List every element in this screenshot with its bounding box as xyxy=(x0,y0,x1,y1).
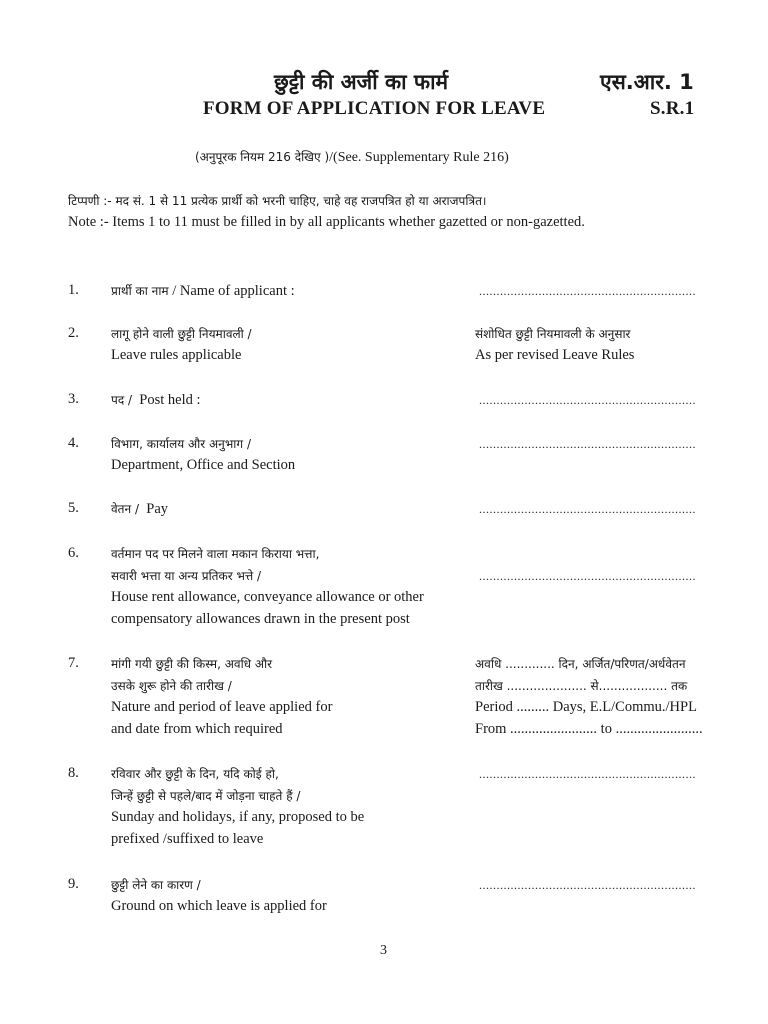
item-label xyxy=(111,391,201,409)
form-title-english: FORM OF APPLICATION FOR LEAVE xyxy=(203,98,546,119)
item-label-hindi-line1: वर्तमान पद पर मिलने वाला मकान किराया भत्ता, xyxy=(111,547,320,561)
item-label-hindi: विभाग, कार्यालय और अनुभाग / xyxy=(111,437,251,451)
rule-reference-english: /(See. Supplementary Rule 216) xyxy=(329,150,509,165)
item-number: 8. xyxy=(68,765,79,781)
item-number: 6. xyxy=(68,545,79,561)
item-label-english: Pay xyxy=(146,501,169,517)
fill-in-line[interactable]: .............................................................. xyxy=(479,437,696,451)
fill-in-line[interactable]: .............................................................. xyxy=(479,502,696,516)
item-label-hindi: लागू होने वाली छुट्टी नियमावली / xyxy=(111,327,252,341)
item-label-hindi-line2: उसके शुरू होने की तारीख / xyxy=(111,679,232,693)
note-hindi: टिप्पणी :- मद सं. 1 से 11 प्रत्येक प्रार्थी को भरनी चाहिए, चाहे वह राजपत्रित हो या अराजपत्रित। xyxy=(68,194,487,208)
item-label-hindi: पद / xyxy=(111,393,133,407)
item-number: 1. xyxy=(68,282,79,298)
item-label-english-line2: and date from which required xyxy=(111,721,283,737)
leave-dates-hindi[interactable]: तारीख ..................... से.................. तक xyxy=(475,679,688,693)
item-label-english-line2: compensatory allowances drawn in the present post xyxy=(111,611,410,627)
item-label-hindi: वेतन / xyxy=(111,502,140,516)
item-number: 7. xyxy=(68,655,79,671)
rule-reference xyxy=(195,148,509,166)
leave-period-english[interactable]: Period ......... Days, E.L/Commu./HPL xyxy=(475,699,697,715)
leave-period-hindi[interactable]: अवधि ............. दिन, अर्जित/परिणत/अर्धवेतन xyxy=(475,657,686,671)
form-code-hindi: एस.आर. 1 xyxy=(600,70,694,94)
item-label-hindi-line1: मांगी गयी छुट्टी की किस्म, अवधि और xyxy=(111,657,273,671)
form-title-hindi: छुट्टी की अर्जी का फार्म xyxy=(274,70,449,94)
item-number: 2. xyxy=(68,325,79,341)
item-label-hindi-line1: रविवार और छुट्टी के दिन, यदि कोई हो, xyxy=(111,767,279,781)
item-label-english: / Name of applicant : xyxy=(168,283,295,299)
item-label-english-line1: House rent allowance, conveyance allowance or other xyxy=(111,589,424,605)
item-label-english: Post held : xyxy=(139,392,201,408)
item-label-english: Department, Office and Section xyxy=(111,457,296,473)
item-number: 3. xyxy=(68,391,79,407)
fill-in-line[interactable]: .............................................................. xyxy=(479,878,696,892)
item-label-english: Leave rules applicable xyxy=(111,347,242,363)
page-number: 3 xyxy=(380,943,387,958)
item-label xyxy=(111,500,168,518)
item-label-english: Ground on which leave is applied for xyxy=(111,898,327,914)
item-label xyxy=(111,282,295,300)
item-number: 5. xyxy=(68,500,79,516)
item-label-hindi-line2: जिन्हें छुट्टी से पहले/बाद में जोड़ना चाहते हैं / xyxy=(111,789,301,803)
answer-hindi: संशोधित छुट्टी नियमावली के अनुसार xyxy=(475,327,631,341)
item-label-hindi: प्रार्थी का नाम xyxy=(111,284,169,298)
item-label-english-line1: Nature and period of leave applied for xyxy=(111,699,333,715)
fill-in-line[interactable]: .............................................................. xyxy=(479,393,696,407)
fill-in-line[interactable]: .............................................................. xyxy=(479,569,696,583)
item-number: 9. xyxy=(68,876,79,892)
item-label-hindi: छुट्टी लेने का कारण / xyxy=(111,878,201,892)
form-code-english: S.R.1 xyxy=(650,98,695,119)
fill-in-line[interactable]: .............................................................. xyxy=(479,284,696,298)
rule-reference-hindi: (अनुपूरक नियम 216 देखिए ) xyxy=(195,150,330,164)
item-label-english-line1: Sunday and holidays, if any, proposed to be xyxy=(111,809,365,825)
leave-dates-english[interactable]: From ........................ to ........................ xyxy=(475,721,703,737)
answer-english: As per revised Leave Rules xyxy=(475,347,635,363)
item-label-english-line2: prefixed /suffixed to leave xyxy=(111,831,264,847)
item-label-hindi-line2: सवारी भत्ता या अन्य प्रतिकर भत्ते / xyxy=(111,569,262,583)
item-number: 4. xyxy=(68,435,79,451)
fill-in-line[interactable]: .............................................................. xyxy=(479,767,696,781)
note-english: Note :- Items 1 to 11 must be filled in by all applicants whether gazetted or non-gazetted. xyxy=(68,214,585,230)
